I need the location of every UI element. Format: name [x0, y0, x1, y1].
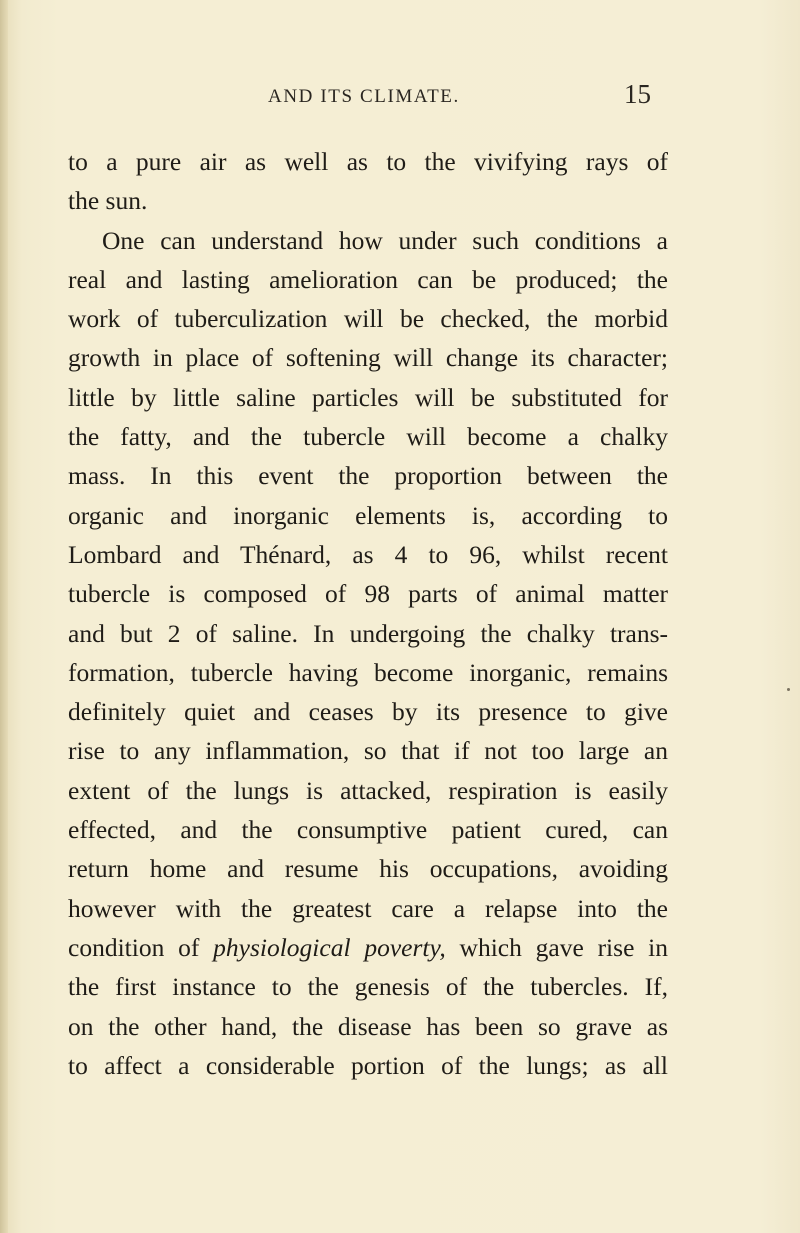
text-line: Lombard and Thénard, as 4 to 96, whilst recent: [68, 539, 668, 569]
text-line: rise to any inflammation, so that if not too large an: [68, 736, 668, 766]
text-line: definitely quiet and ceases by its presence to give: [68, 697, 668, 727]
text-line: growth in place of softening will change its character;: [68, 343, 668, 373]
page-gutter: [0, 0, 8, 1233]
text-line: One can understand how under such conditions a: [102, 225, 668, 255]
text-line: formation, tubercle having become inorganic, remains: [68, 657, 668, 687]
paper-speck: [787, 688, 790, 691]
page-number: 15: [624, 79, 651, 109]
text-line: work of tuberculization will be checked, the morbid: [68, 304, 668, 334]
text-line: real and lasting amelioration can be produced; the: [68, 264, 668, 294]
text-line: the fatty, and the tubercle will become a chalky: [68, 422, 668, 452]
text-line: however with the greatest care a relapse into the: [68, 893, 668, 923]
text-line: tubercle is composed of 98 parts of animal matter: [68, 579, 668, 609]
text-line: mass. In this event the proportion between the: [68, 461, 668, 491]
text-line: effected, and the consumptive patient cured, can: [68, 815, 668, 845]
text-segment: condition of: [68, 932, 214, 962]
body-text: [68, 142, 668, 1085]
text-line: to a pure air as well as to the vivifying rays of: [68, 147, 668, 176]
text-line: little by little saline particles will be substituted for: [68, 382, 668, 412]
text-line: the first instance to the genesis of the tubercles. If,: [68, 972, 668, 1002]
text-line: and but 2 of saline. In undergoing the chalky trans-: [68, 618, 668, 648]
text-segment: which gave rise in: [445, 932, 668, 962]
text-line: return home and resume his occupations, avoiding: [68, 854, 668, 884]
text-line: to affect a considerable portion of the lungs; as all: [68, 1050, 668, 1080]
text-line: the sun.: [68, 186, 148, 216]
italic-phrase: physiological poverty,: [213, 932, 446, 962]
running-head: AND ITS CLIMATE.: [268, 86, 460, 107]
text-line-with-italic: [68, 928, 668, 967]
page-header: [0, 79, 800, 116]
text-line: organic and inorganic elements is, according to: [68, 500, 668, 530]
text-line: extent of the lungs is attacked, respiration is easily: [68, 775, 668, 805]
text-line: on the other hand, the disease has been so grave as: [68, 1011, 668, 1041]
